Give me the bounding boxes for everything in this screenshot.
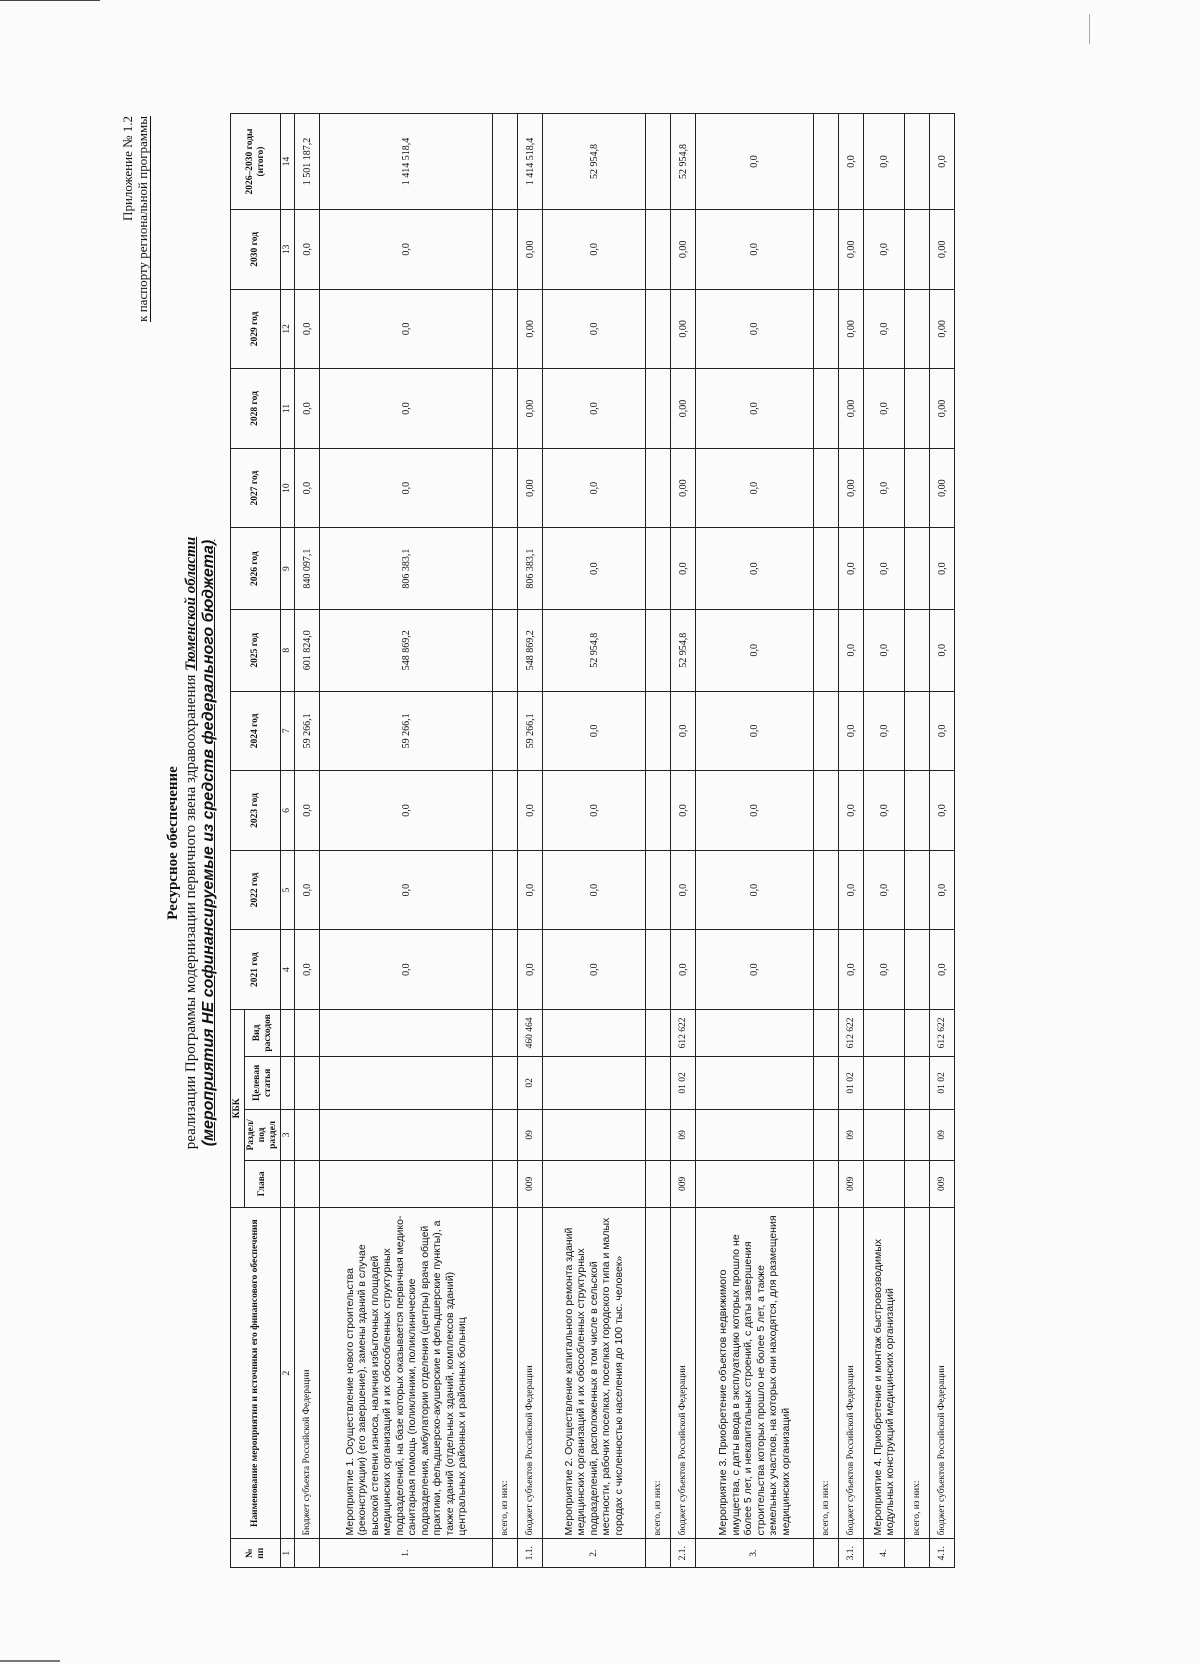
- cell-value: [493, 448, 518, 528]
- cell-value: [905, 210, 930, 290]
- row-number: 4.: [864, 1539, 905, 1568]
- cell-value: 0,0: [930, 691, 955, 771]
- row-number: 1.1.: [518, 1539, 543, 1568]
- row-number: 2.: [543, 1539, 646, 1568]
- cell-value: [493, 930, 518, 1010]
- title-line-2: [182, 108, 200, 1578]
- col-total: 2026–2030 годы (итого): [231, 114, 281, 210]
- cell-razdel: [646, 1109, 671, 1160]
- row-number: 3.1.: [839, 1539, 864, 1568]
- col-2022: 2022 год: [231, 850, 281, 930]
- cell-value: [493, 691, 518, 771]
- cell-value: 0,0: [930, 771, 955, 851]
- cell-target-article: [814, 1056, 839, 1109]
- cell-value: 0,00: [671, 369, 696, 449]
- cell-expense-type: [646, 1009, 671, 1056]
- cell-target-article: 01 02: [839, 1056, 864, 1109]
- cell-value: 0,0: [864, 289, 905, 369]
- cell-value: [646, 771, 671, 851]
- cell-value: [814, 930, 839, 1010]
- appendix-line-1: Приложение № 1.2: [120, 116, 135, 221]
- cell-value: 0,0: [295, 771, 320, 851]
- cell-value: 0,0: [543, 448, 646, 528]
- col-2027: 2027 год: [231, 448, 281, 528]
- row-name: всего, из них:: [646, 1207, 671, 1539]
- cell-value: [905, 609, 930, 691]
- cell-razdel: 09: [671, 1109, 696, 1160]
- cell-value: 0,0: [930, 114, 955, 210]
- row-name: Мероприятие 1. Осуществление нового строительства (реконструкции) (его завершение), замены зданий в случае высокой степени износа, наличия избыточных площадей медицинских организаций и их обособленных структурных подразделений, на базе которых оказывается первичная медико-санитарная помощь (поликлиники, поликлинические подразделения, амбулатории отделения (центры) врача общей практики, фельдшерско-акушерские и фельдшерские пункты), а также зданий (отдельных зданий, комплексов зданий) центральных районных и районных больниц: [320, 1207, 493, 1539]
- cell-glava: 009: [671, 1160, 696, 1207]
- cell-value: 0,0: [864, 528, 905, 610]
- title-line-2-prefix: реализации Программы модернизации первичного звена здравоохранения: [183, 674, 199, 1150]
- appendix-note: [120, 116, 151, 322]
- cell-value: 0,0: [295, 850, 320, 930]
- cell-glava: [814, 1160, 839, 1207]
- cell-value: 0,0: [696, 528, 814, 610]
- cell-value: 0,0: [320, 771, 493, 851]
- col-2023: 2023 год: [231, 771, 281, 851]
- cell-value: 0,00: [930, 448, 955, 528]
- cell-value: 0,0: [696, 448, 814, 528]
- col-number: 4: [281, 930, 295, 1010]
- cell-value: 0,00: [839, 448, 864, 528]
- cell-razdel: [864, 1109, 905, 1160]
- col-number: 5: [281, 850, 295, 930]
- col-target-article: Целевая статья: [245, 1056, 281, 1109]
- cell-value: 0,0: [864, 850, 905, 930]
- cell-value: 548 869,2: [518, 609, 543, 691]
- cell-target-article: [864, 1056, 905, 1109]
- cell-value: 0,0: [671, 771, 696, 851]
- cell-target-article: [646, 1056, 671, 1109]
- cell-value: 806 383,1: [518, 528, 543, 610]
- cell-value: 0,0: [839, 850, 864, 930]
- cell-target-article: [320, 1056, 493, 1109]
- cell-value: 0,0: [671, 528, 696, 610]
- col-number: 2: [281, 1207, 295, 1539]
- cell-value: 0,0: [696, 930, 814, 1010]
- scan-edge-line: [0, 0, 100, 1]
- document-title: [164, 108, 218, 1578]
- cell-value: [646, 691, 671, 771]
- cell-value: 59 266,1: [518, 691, 543, 771]
- row-number: 2.1.: [671, 1539, 696, 1568]
- cell-value: 1 501 187,2: [295, 114, 320, 210]
- cell-value: 0,0: [320, 369, 493, 449]
- cell-value: [493, 850, 518, 930]
- col-number: 9: [281, 528, 295, 610]
- table-row: [671, 114, 696, 1568]
- cell-value: 0,0: [320, 448, 493, 528]
- col-kbk: КБК: [231, 1009, 245, 1207]
- col-razdel: Раздел/под раздел: [245, 1109, 281, 1160]
- col-2021: 2021 год: [231, 930, 281, 1010]
- cell-value: 0,0: [864, 114, 905, 210]
- col-number: 11: [281, 369, 295, 449]
- col-number: 7: [281, 691, 295, 771]
- cell-razdel: [696, 1109, 814, 1160]
- cell-value: [493, 114, 518, 210]
- cell-value: 0,0: [839, 691, 864, 771]
- cell-value: [905, 691, 930, 771]
- cell-value: [814, 771, 839, 851]
- cell-value: [814, 448, 839, 528]
- scan-mark: [1089, 14, 1090, 44]
- cell-razdel: [320, 1109, 493, 1160]
- cell-value: [646, 448, 671, 528]
- cell-value: [905, 448, 930, 528]
- cell-value: 0,0: [295, 930, 320, 1010]
- cell-value: 0,00: [930, 210, 955, 290]
- cell-value: 0,0: [696, 210, 814, 290]
- cell-value: 806 383,1: [320, 528, 493, 610]
- table-row: [518, 114, 543, 1568]
- resource-table: [230, 113, 955, 1568]
- cell-value: [493, 210, 518, 290]
- cell-value: 0,0: [864, 609, 905, 691]
- cell-value: 0,0: [543, 369, 646, 449]
- cell-value: [814, 114, 839, 210]
- col-2024: 2024 год: [231, 691, 281, 771]
- table-row: [814, 114, 839, 1568]
- cell-value: 0,0: [696, 609, 814, 691]
- cell-value: [646, 850, 671, 930]
- row-number: [814, 1539, 839, 1568]
- cell-value: [905, 850, 930, 930]
- row-name: всего, из них:: [905, 1207, 930, 1539]
- cell-value: [814, 528, 839, 610]
- cell-glava: 009: [839, 1160, 864, 1207]
- cell-value: 0,0: [320, 289, 493, 369]
- cell-value: 0,0: [839, 528, 864, 610]
- cell-target-article: [696, 1056, 814, 1109]
- cell-value: 0,0: [930, 930, 955, 1010]
- cell-razdel: 09: [518, 1109, 543, 1160]
- col-number: 1: [281, 1539, 295, 1568]
- cell-value: [646, 528, 671, 610]
- cell-value: [814, 369, 839, 449]
- row-number: [493, 1539, 518, 1568]
- cell-value: [493, 369, 518, 449]
- cell-value: 0,0: [864, 691, 905, 771]
- table-row: [930, 114, 955, 1568]
- cell-expense-type: [320, 1009, 493, 1056]
- cell-value: 0,00: [518, 289, 543, 369]
- cell-value: 0,0: [930, 609, 955, 691]
- cell-value: 0,00: [671, 289, 696, 369]
- cell-glava: [493, 1160, 518, 1207]
- cell-value: 0,0: [696, 771, 814, 851]
- cell-value: 0,0: [696, 691, 814, 771]
- cell-value: 0,0: [518, 850, 543, 930]
- cell-razdel: [493, 1109, 518, 1160]
- appendix-line-2: к паспорту региональной программы: [135, 116, 150, 322]
- cell-glava: 009: [930, 1160, 955, 1207]
- cell-value: 0,0: [518, 930, 543, 1010]
- col-name: Наименование мероприятия и источники его финансового обеспечения: [231, 1207, 281, 1539]
- table-row: [839, 114, 864, 1568]
- cell-target-article: [905, 1056, 930, 1109]
- cell-razdel: [295, 1109, 320, 1160]
- cell-value: 52 954,8: [543, 609, 646, 691]
- row-number: [646, 1539, 671, 1568]
- table-row: [864, 114, 905, 1568]
- row-number: 3.: [696, 1539, 814, 1568]
- cell-value: 59 266,1: [320, 691, 493, 771]
- col-number: 6: [281, 771, 295, 851]
- cell-value: 0,0: [696, 114, 814, 210]
- cell-value: 0,0: [671, 691, 696, 771]
- cell-value: 548 869,2: [320, 609, 493, 691]
- cell-value: 0,00: [671, 448, 696, 528]
- cell-value: 0,0: [671, 850, 696, 930]
- cell-value: 0,0: [864, 930, 905, 1010]
- cell-value: 0,00: [930, 289, 955, 369]
- cell-value: [814, 210, 839, 290]
- cell-value: 0,0: [930, 850, 955, 930]
- cell-value: [646, 609, 671, 691]
- col-no: № пп: [231, 1539, 281, 1568]
- cell-expense-type: [295, 1009, 320, 1056]
- cell-value: [646, 289, 671, 369]
- cell-glava: [320, 1160, 493, 1207]
- cell-value: 840 097,1: [295, 528, 320, 610]
- col-number: [281, 1160, 295, 1207]
- col-number: [281, 1056, 295, 1109]
- cell-expense-type: 612 622: [839, 1009, 864, 1056]
- column-number-row: [281, 114, 295, 1568]
- cell-value: 0,00: [518, 210, 543, 290]
- cell-value: 52 954,8: [671, 609, 696, 691]
- cell-expense-type: [905, 1009, 930, 1056]
- cell-value: 1 414 518,4: [320, 114, 493, 210]
- cell-value: 0,0: [320, 210, 493, 290]
- cell-value: [905, 930, 930, 1010]
- cell-target-article: [543, 1056, 646, 1109]
- cell-value: [646, 930, 671, 1010]
- scan-mark-bottom: [0, 1660, 60, 1662]
- cell-value: 0,0: [864, 369, 905, 449]
- col-number: 3: [281, 1109, 295, 1160]
- cell-glava: [646, 1160, 671, 1207]
- cell-glava: [295, 1160, 320, 1207]
- cell-value: 0,0: [696, 369, 814, 449]
- cell-value: [646, 114, 671, 210]
- header-row-1: [231, 114, 245, 1568]
- cell-value: 0,0: [696, 850, 814, 930]
- col-2028: 2028 год: [231, 369, 281, 449]
- cell-value: [646, 210, 671, 290]
- col-number: [281, 1009, 295, 1056]
- cell-razdel: [905, 1109, 930, 1160]
- cell-value: 0,0: [543, 210, 646, 290]
- cell-value: [814, 289, 839, 369]
- cell-value: 0,00: [671, 210, 696, 290]
- col-number: 8: [281, 609, 295, 691]
- cell-value: [493, 289, 518, 369]
- table-row: [696, 114, 814, 1568]
- cell-glava: [905, 1160, 930, 1207]
- cell-razdel: [814, 1109, 839, 1160]
- cell-value: 0,0: [696, 289, 814, 369]
- row-name: бюджет субъектов Российской Федерации: [518, 1207, 543, 1539]
- cell-target-article: 01 02: [930, 1056, 955, 1109]
- cell-value: 0,0: [839, 930, 864, 1010]
- cell-glava: [696, 1160, 814, 1207]
- cell-target-article: [493, 1056, 518, 1109]
- table-row: [493, 114, 518, 1568]
- cell-value: [493, 528, 518, 610]
- cell-value: 0,00: [839, 289, 864, 369]
- cell-value: 0,0: [295, 448, 320, 528]
- cell-value: 0,0: [543, 528, 646, 610]
- cell-value: 52 954,8: [543, 114, 646, 210]
- cell-value: 601 824,0: [295, 609, 320, 691]
- cell-value: 1 414 518,4: [518, 114, 543, 210]
- cell-value: 0,0: [320, 850, 493, 930]
- row-name: всего, из них:: [814, 1207, 839, 1539]
- col-2029: 2029 год: [231, 289, 281, 369]
- cell-glava: 009: [518, 1160, 543, 1207]
- cell-value: 59 266,1: [295, 691, 320, 771]
- row-name: бюджет субъектов Российской Федерации: [671, 1207, 696, 1539]
- cell-value: 0,0: [839, 771, 864, 851]
- cell-value: 0,0: [543, 691, 646, 771]
- cell-expense-type: [696, 1009, 814, 1056]
- row-number: [905, 1539, 930, 1568]
- cell-value: 0,0: [295, 289, 320, 369]
- cell-razdel: 09: [930, 1109, 955, 1160]
- cell-razdel: 09: [839, 1109, 864, 1160]
- title-line-1: Ресурсное обеспечение: [165, 766, 181, 920]
- col-number: 10: [281, 448, 295, 528]
- cell-value: [905, 289, 930, 369]
- cell-value: [905, 114, 930, 210]
- cell-expense-type: 612 622: [671, 1009, 696, 1056]
- cell-value: [814, 691, 839, 771]
- row-name: бюджет субъектов Российской Федерации: [839, 1207, 864, 1539]
- cell-value: [814, 609, 839, 691]
- cell-value: 0,0: [839, 609, 864, 691]
- cell-value: 0,0: [671, 930, 696, 1010]
- cell-value: [905, 528, 930, 610]
- cell-value: 0,0: [295, 369, 320, 449]
- col-number: 13: [281, 210, 295, 290]
- cell-glava: [543, 1160, 646, 1207]
- cell-expense-type: [543, 1009, 646, 1056]
- cell-value: [905, 369, 930, 449]
- cell-value: 0,0: [543, 930, 646, 1010]
- row-name: Мероприятие 3. Приобретение объектов недвижимого имущества, с даты ввода в эксплуатацию которых прошло не более 5 лет, и некапитальных строений, с даты завершения строительства которых прошло не более 5 лет, а также земельных участков, на которых они находятся, для размещения медицинских организаций: [696, 1207, 814, 1539]
- title-line-3: (мероприятия НЕ софинансируемые из средств федерального бюджета): [200, 539, 217, 1147]
- cell-value: 0,0: [295, 210, 320, 290]
- col-glava: Глава: [245, 1160, 281, 1207]
- cell-value: 0,00: [839, 369, 864, 449]
- cell-value: 0,0: [839, 114, 864, 210]
- cell-value: 0,0: [864, 448, 905, 528]
- cell-value: 0,0: [864, 210, 905, 290]
- cell-glava: [864, 1160, 905, 1207]
- row-name: Бюджет субъекта Российской Федерации: [295, 1207, 320, 1539]
- col-expense-type: Вид расходов: [245, 1009, 281, 1056]
- row-name: бюджет субъектов Российской Федерации: [930, 1207, 955, 1539]
- cell-value: 0,00: [839, 210, 864, 290]
- cell-value: [646, 369, 671, 449]
- cell-value: 0,00: [930, 369, 955, 449]
- col-number: 12: [281, 289, 295, 369]
- cell-value: [493, 771, 518, 851]
- rotated-page: [120, 108, 1150, 1578]
- cell-target-article: [295, 1056, 320, 1109]
- cell-value: 0,0: [543, 850, 646, 930]
- cell-expense-type: [814, 1009, 839, 1056]
- cell-value: [493, 609, 518, 691]
- row-name: Мероприятие 2. Осуществление капитального ремонта зданий медицинских организаций и их обособленных структурных подразделений, расположенных в том числе в сельской местности, рабочих поселках, поселках городского типа и малых городах с численностью населения до 100 тыс. человек»: [543, 1207, 646, 1539]
- cell-value: [905, 771, 930, 851]
- title-region: Тюменской области: [183, 536, 199, 671]
- row-number: 1.: [320, 1539, 493, 1568]
- cell-value: 0,00: [518, 448, 543, 528]
- cell-expense-type: 612 622: [930, 1009, 955, 1056]
- cell-razdel: [543, 1109, 646, 1160]
- cell-value: 0,0: [518, 771, 543, 851]
- table-body: [295, 114, 955, 1568]
- cell-value: 52 954,8: [671, 114, 696, 210]
- table-row: [543, 114, 646, 1568]
- cell-value: 0,0: [543, 771, 646, 851]
- cell-expense-type: 460 464: [518, 1009, 543, 1056]
- row-number: [295, 1539, 320, 1568]
- cell-expense-type: [864, 1009, 905, 1056]
- col-2025: 2025 год: [231, 609, 281, 691]
- row-number: 4.1.: [930, 1539, 955, 1568]
- cell-value: 0,0: [543, 289, 646, 369]
- cell-value: 0,0: [864, 771, 905, 851]
- cell-value: 0,0: [320, 930, 493, 1010]
- table-row: [320, 114, 493, 1568]
- row-name: Мероприятие 4. Приобретение и монтаж быстровозводимых модульных конструкций медицинских организаций: [864, 1207, 905, 1539]
- cell-value: 0,0: [930, 528, 955, 610]
- table-row: [295, 114, 320, 1568]
- row-name: всего, из них:: [493, 1207, 518, 1539]
- cell-expense-type: [493, 1009, 518, 1056]
- cell-target-article: 02: [518, 1056, 543, 1109]
- table-row: [905, 114, 930, 1568]
- cell-value: 0,00: [518, 369, 543, 449]
- col-2026: 2026 год: [231, 528, 281, 610]
- cell-value: [814, 850, 839, 930]
- cell-target-article: 01 02: [671, 1056, 696, 1109]
- table-row: [646, 114, 671, 1568]
- col-2030: 2030 год: [231, 210, 281, 290]
- col-number: 14: [281, 114, 295, 210]
